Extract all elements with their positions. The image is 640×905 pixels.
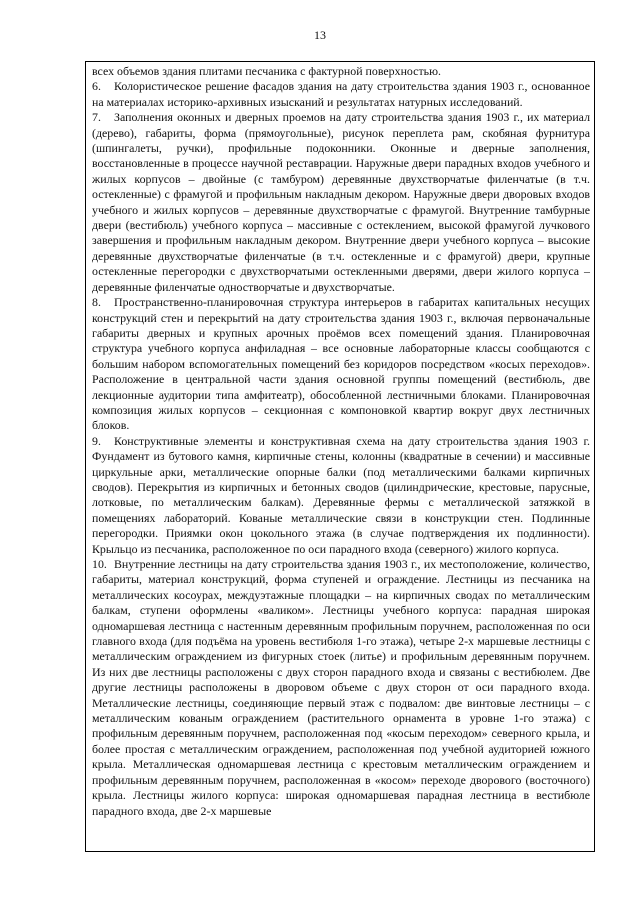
paragraph-text: Внутренние лестницы на дату строительства здания 1903 г., их местоположение, количество, габариты, материал конструкций, форма ступеней и ограждение. Лестницы из песчаника на металлических косоурах, междуэтажные площадки – на кирпичных сводах по металлическим балкам, ступени оформлены «валиком». Лестницы учебного корпуса: парадная широкая одномаршевая лестница с настенным деревянным профильным поручнем, расположенная по оси главного входа (для подъёма на уровень вестибюля 1-го этажа), четыре 2-х маршевые лестницы с металлическим ограждением из фигурных стоек (литье) и профильным деревянным поручнем. Из них две лестницы расположены с двух сторон парадного входа и связаны с вестибюлем. Две другие лестницы расположены в дворовом объеме с двух сторон от оси парадного входа. Металлические лестницы, соединяющие первый этаж с подвалом: две винтовые лестницы – с металлическим кованым ограждением (растительного орнамента в уровне 1-го этажа) с профильным деревянным поручнем, расположенная под «косым переходом» северного крыла, и более простая с металлическим ограждением, расположенная под учебной аудиторией южного крыла. Металлическая одномаршевая лестница с крестовым металлическим ограждением и профильным деревянным поручнем, расположенная в «косом» переходе дворового (восточного) крыла. Лестницы жилого корпуса: широкая одномаршевая парадная лестница в вестибюле парадного входа, две 2-х маршевые [92,557,590,818]
paragraph-text: Колористическое решение фасадов здания на дату строительства здания 1903 г., основанное на материалах историко-архивных изысканий и результатах натурных исследований. [92,79,590,109]
paragraph-text: Пространственно-планировочная структура интерьеров в габаритах капитальных несущих конструкций стен и перекрытий на дату строительства здания 1903 г., включая первоначальные габариты дверных и крупных арочных проёмов всех помещений здания. Планировочная структура учебного корпуса анфиладная – все основные лабораторные классы сообщаются с большим набором вспомогательных помещений без коридоров посредством «косых переходов». Расположение в центральной части здания основной группы помещений (вестибюль, две лекционные аудитории типа амфитеатр), обособленной лестничными блоками. Планировочная композиция жилых корпусов – секционная с компоновкой квартир вокруг двух лестничных блоков. [92,295,590,433]
paragraph-text: Конструктивные элементы и конструктивная схема на дату строительства здания 1903 г. Фундамент из бутового камня, кирпичные стены, колонны (квадратные в сечении) и массивные циркульные арки, металлические опорные балки (под металлическими балками кирпичных сводов). Перекрытия из кирпичных и бетонных сводов (цилиндрические, крестовые, парусные, лотковые, по металлическим балкам). Деревянные фермы с металлической затяжкой в помещениях лабораторий. Кованые металлические связи в конструкции стен. Подлинные перегородки. Приямки окон цокольного этажа (в случае подтверждения их подлинности). Крыльцо из песчаника, расположенное по оси парадного входа (северного) жилого корпуса. [92,433,590,556]
paragraph-7 [92,110,590,295]
paragraph-text: Заполнения оконных и дверных проемов на дату строительства здания 1903 г., их материал (дерево), габариты, форма (прямоугольные), рисунок переплета рам, скобяная фурнитура (шпингалеты, ручки), профильные подоконники. Оконные и дверные заполнения, восстановленные в процессе научной реставрации. Наружные двери парадных входов учебного и жилых корпусов – двойные (с тамбуром) деревянные двухстворчатые филенчатые (в т.ч. остекленные) с фрамугой и профильным накладным декором. Наружные двери дворовых входов учебного и жилых корпусов – деревянные двухстворчатые с фрамугой. Внутренние тамбурные двери (вестибюль) учебного корпуса – массивные с остеклением, высокой фрамугой лучкового завершения и профильным накладным декором. Внутренние двери учебного корпуса – высокие деревянные двухстворчатые филенчатые (в т.ч. остекленные и с фрамугой) двери, крупные остекленные перегородки с двухстворчатыми остекленными дверями, двери жилого корпуса – деревянные филенчатые одностворчатые и двухстворчатые. [92,110,590,294]
paragraph-continuation [92,64,590,79]
paragraph-10 [92,557,590,819]
paragraph-number: 7. [92,110,101,125]
paragraph-number: 10. [92,557,107,571]
paragraph-text: всех объемов здания плитами песчаника с фактурной поверхностью. [92,64,441,78]
paragraph-8 [92,295,590,434]
page-number: 13 [314,28,326,42]
paragraph-number: 9. [92,433,101,448]
paragraph-number: 6. [92,79,101,94]
text-frame [85,61,595,852]
paragraph-9 [92,434,590,557]
paragraph-number: 8. [92,295,101,310]
paragraph-6 [92,79,590,110]
